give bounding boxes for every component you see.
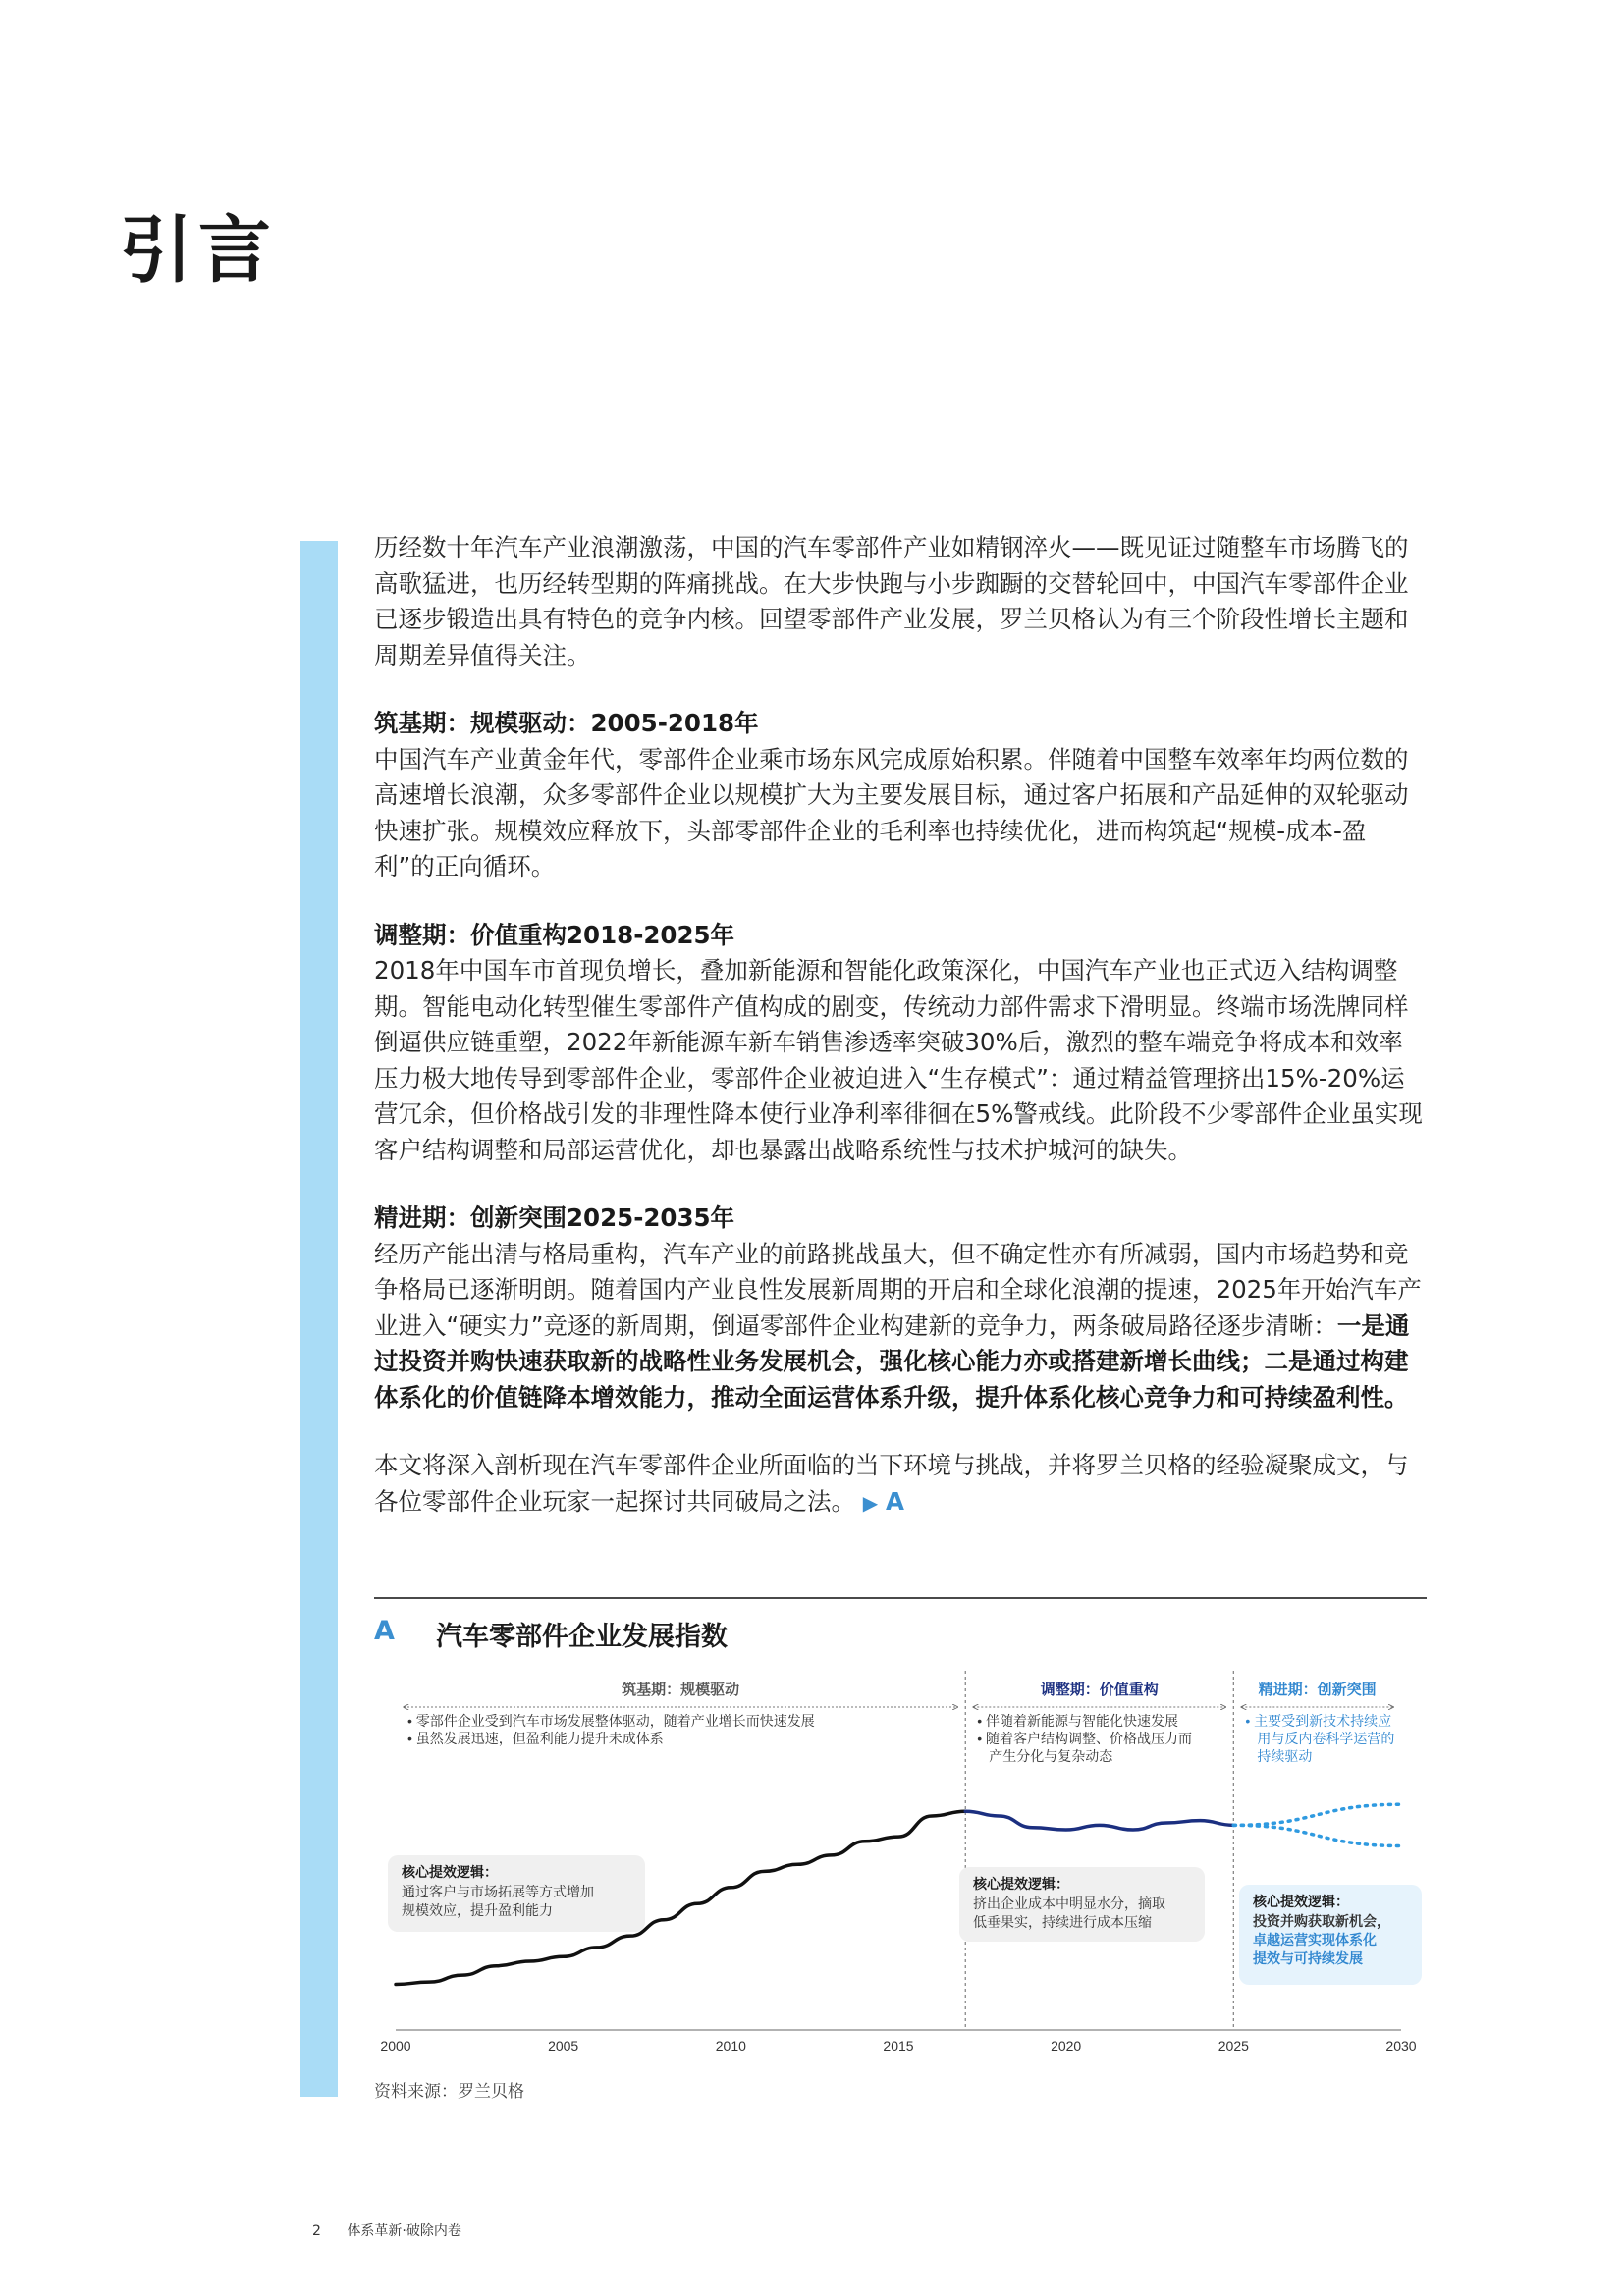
- phase-label: 调整期：价值重构: [1040, 1682, 1159, 1698]
- phase-label: 精进期：创新突围: [1258, 1682, 1377, 1698]
- series-line: [1233, 1804, 1401, 1825]
- section-refine: [374, 1201, 1427, 1415]
- page-footer: [312, 2220, 461, 2240]
- section-heading: 调整期：价值重构2018-2025年: [374, 920, 735, 949]
- x-tick-label: 2025: [1218, 2038, 1249, 2054]
- phase-bullet: • 零部件企业受到汽车市场发展整体驱动，随着产业增长而快速发展: [407, 1713, 815, 1729]
- section-heading: 筑基期：规模驱动：2005-2018年: [374, 709, 759, 737]
- callout-line: 卓越运营实现体系化: [1253, 1932, 1377, 1948]
- figure-title: 汽车零部件企业发展指数: [436, 1622, 728, 1652]
- section-text: 经历产能出清与格局重构，汽车产业的前路挑战虽大，但不确定性亦有所减弱，国内市场趋势和竞争格局已逐渐明朗。随着国内产业良性发展新周期的开启和全球化浪潮的提速，2025年开始汽车产业进入“硬实力”竞逐的新周期，倒逼零部件企业构建新的竞争力，两条破局路径逐步清晰：: [374, 1239, 1422, 1340]
- x-tick-label: 2010: [715, 2038, 746, 2054]
- series-line: [965, 1811, 1233, 1830]
- callout-line: 提效与可持续发展: [1253, 1950, 1363, 1966]
- x-tick-label: 2030: [1385, 2038, 1417, 2054]
- closing-text: 本文将深入剖析现在汽车零部件企业所面临的当下环境与挑战，并将罗兰贝格的经验凝聚成文，与各位零部件企业玩家一起探讨共同破局之法。: [374, 1451, 1409, 1516]
- phase-bullet: • 主要受到新技术持续应用与反内卷科学运营的持续驱动: [1245, 1713, 1395, 1764]
- section-text: 2018年中国车市首现负增长，叠加新能源和智能化政策深化，中国汽车产业也正式迈入结构调整期。智能电动化转型催生零部件产值构成的剧变，传统动力部件需求下滑明显。终端市场洗牌同样倒逼供应链重塑，2022年新能源车新车销售渗透率突破30%后，激烈的整车端竞争将成本和效率压力极大地传导到零部件企业，零部件企业被迫进入“生存模式”：通过精益管理挤出15%-20%运营冗余，但价格战引发的非理性降本使行业净利率徘徊在5%警戒线。此阶段不少零部件企业虽实现客户结构调整和局部运营优化，却也暴露出战略系统性与技术护城河的缺失。: [374, 956, 1423, 1164]
- callout-line: 挤出企业成本中明显水分，摘取: [973, 1896, 1165, 1911]
- figure-source: 资料来源：罗兰贝格: [374, 2082, 524, 2102]
- x-tick-label: 2005: [548, 2038, 579, 2054]
- phase-label: 筑基期：规模驱动: [622, 1682, 740, 1698]
- section-scale: [374, 706, 1427, 885]
- callout-line: 低垂果实，持续进行成本压缩: [973, 1914, 1152, 1930]
- page-title: 引言: [120, 208, 277, 293]
- section-bold-text: 一是通过投资并购快速获取新的战略性业务发展机会，强化核心能力亦或搭建新增长曲线；二是通过构建体系化的价值链降本增效能力，推动全面运营体系升级，提升体系化核心竞争力和可持续盈利性。: [374, 1310, 1410, 1412]
- x-tick-label: 2020: [1051, 2038, 1082, 2054]
- callout-line: 投资并购获取新机会，: [1253, 1913, 1390, 1929]
- section-text: 中国汽车产业黄金年代，零部件企业乘市场东风完成原始积累。伴随着中国整车效率年均两位数的高速增长浪潮，众多零部件企业以规模扩大为主要发展目标，通过客户拓展和产品延伸的双轮驱动快速扩张。规模效应释放下，头部零部件企业的毛利率也持续优化，进而构筑起“规模-成本-盈利”的正向循环。: [374, 744, 1409, 881]
- document-name: 体系革新·破除内卷: [347, 2223, 461, 2239]
- figure-divider: [374, 1597, 1427, 1599]
- callout-title: 核心提效逻辑：: [1253, 1894, 1349, 1909]
- x-tick-label: 2000: [380, 2038, 411, 2054]
- phase-bullet: • 伴随着新能源与智能化快速发展: [977, 1713, 1179, 1729]
- closing-paragraph: [374, 1448, 1427, 1521]
- callout-title: 核心提效逻辑：: [402, 1864, 498, 1880]
- x-tick-label: 2015: [883, 2038, 914, 2054]
- series-line: [1233, 1825, 1401, 1845]
- phase-bullet: • 虽然发展迅速，但盈利能力提升未成体系: [407, 1731, 664, 1746]
- callout-title: 核心提效逻辑：: [973, 1876, 1069, 1892]
- figure-ref-link[interactable]: A: [885, 1486, 904, 1516]
- figure-ref-arrow-icon: ▶: [862, 1490, 879, 1515]
- figure-letter: A: [374, 1616, 395, 1646]
- body-text: [374, 530, 1427, 1553]
- section-heading: 精进期：创新突围2025-2035年: [374, 1203, 735, 1232]
- phase-bullet: • 随着客户结构调整、价格战压力而产生分化与复杂动态: [977, 1731, 1193, 1764]
- section-adjust: [374, 918, 1427, 1169]
- accent-side-bar: [300, 541, 338, 2097]
- development-index-chart: [374, 1669, 1427, 2061]
- page-number: 2: [312, 2223, 321, 2239]
- callout-line: 规模效应，提升盈利能力: [402, 1902, 553, 1918]
- intro-paragraph: 历经数十年汽车产业浪潮激荡，中国的汽车零部件产业如精钢淬火——既见证过随整车市场腾飞的高歌猛进，也历经转型期的阵痛挑战。在大步快跑与小步踟蹰的交替轮回中，中国汽车零部件企业已逐步锻造出具有特色的竞争内核。回望零部件产业发展，罗兰贝格认为有三个阶段性增长主题和周期差异值得关注。: [374, 533, 1409, 669]
- callout-line: 通过客户与市场拓展等方式增加: [402, 1884, 594, 1899]
